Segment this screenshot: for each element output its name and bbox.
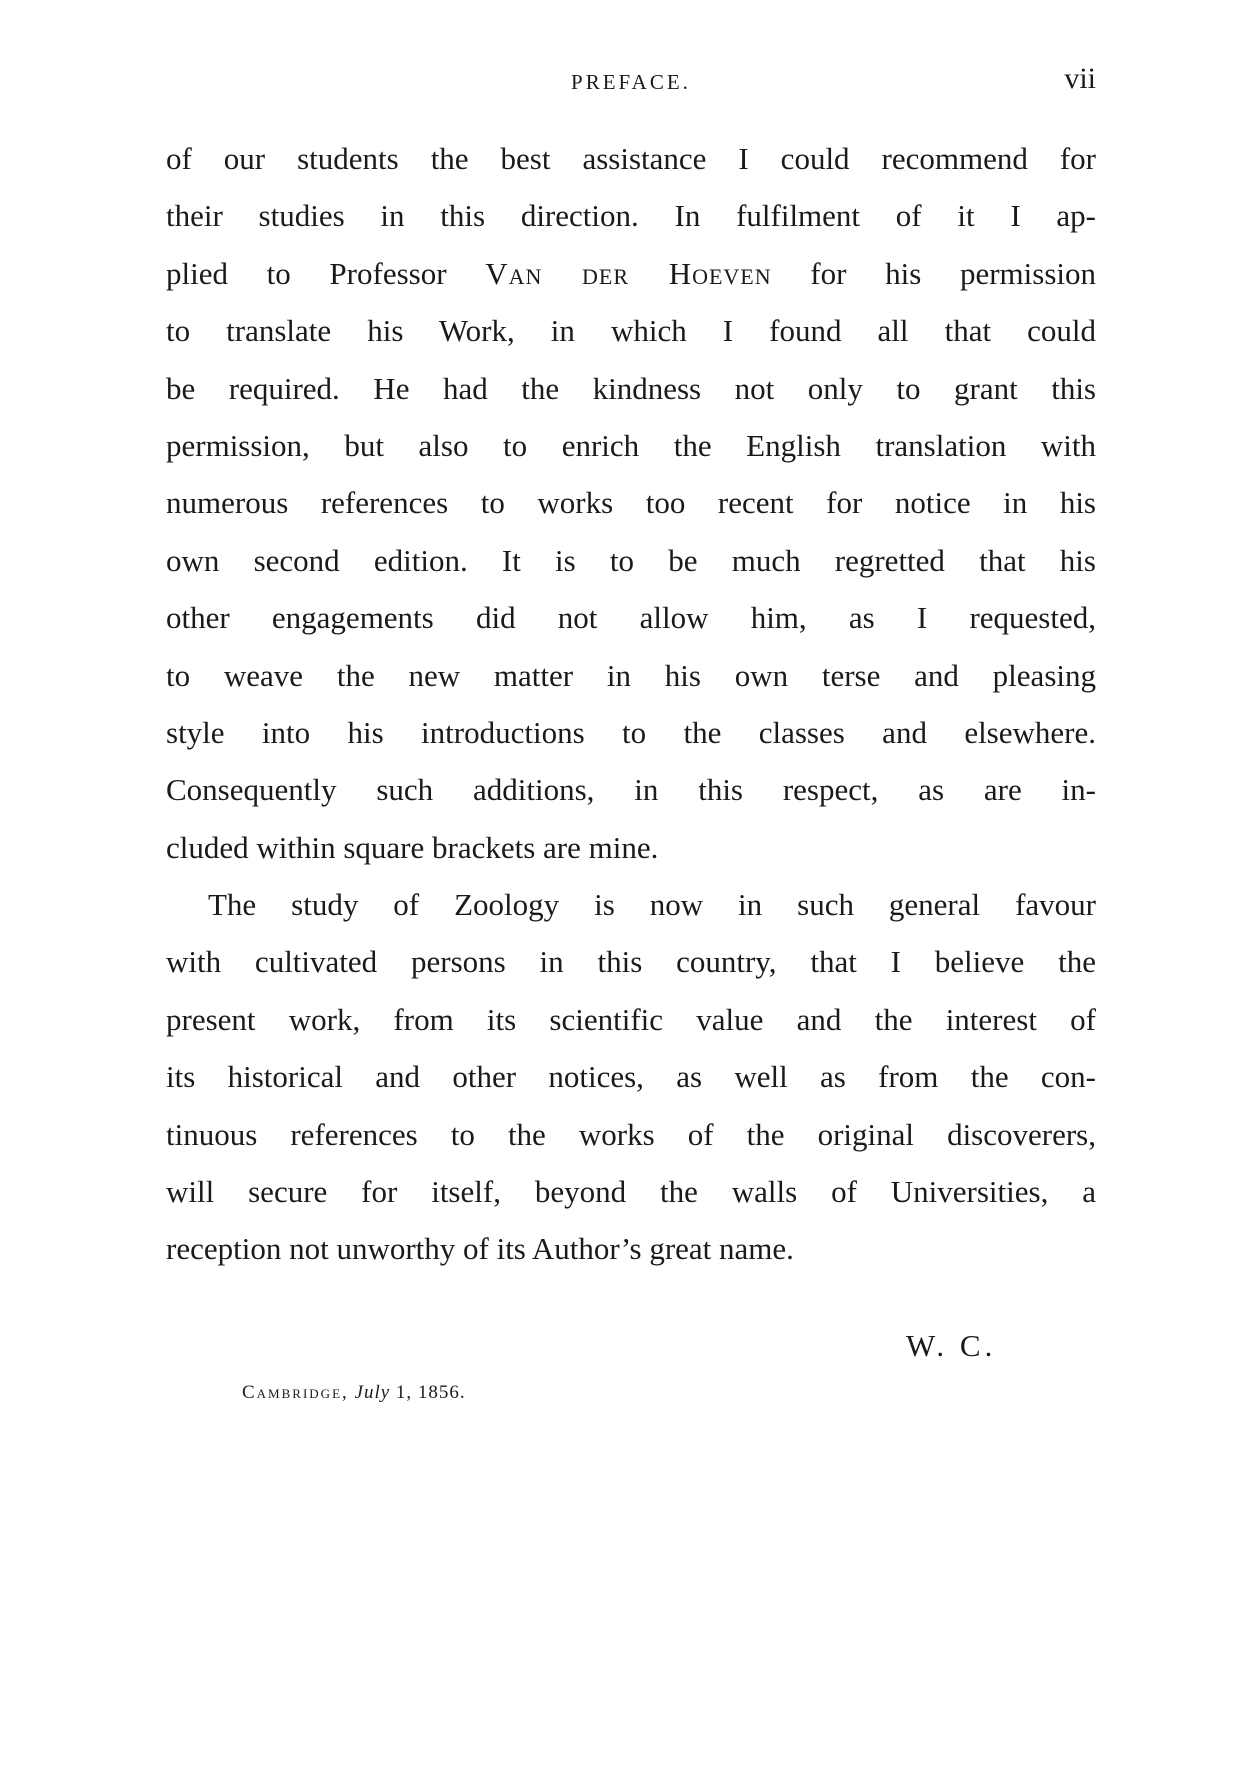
running-title: PREFACE. [571, 70, 691, 94]
text-segment: for his permission [771, 255, 1096, 291]
text-line: its historical and other notices, as well as from the con- [166, 1059, 1096, 1095]
text-line: with cultivated persons in this country, that I believe the [166, 944, 1096, 980]
text-line: numerous references to works too recent for notice in his [166, 485, 1096, 521]
text-line: their studies in this direction. In fulfilment of it I ap- [166, 198, 1096, 234]
page-number: vii [1064, 62, 1096, 95]
author-name: Van der Hoeven [485, 255, 772, 291]
text-line: Consequently such additions, in this respect, as are in- [166, 772, 1096, 808]
text-line: cluded within square brackets are mine. [166, 829, 659, 865]
text-segment: plied to Professor [166, 255, 486, 291]
running-head [166, 62, 1096, 102]
text-line: The study of Zoology is now in such general favour [208, 887, 1096, 923]
text-line: permission, but also to enrich the English translation with [166, 427, 1096, 463]
dateline-day-year: 1, 1856. [395, 1382, 466, 1403]
text-line: reception not unworthy of its Author’s great name. [166, 1231, 794, 1267]
text-line: present work, from its scientific value and the interest of [166, 1001, 1096, 1037]
text-line: to translate his Work, in which I found all that could [166, 313, 1096, 349]
text-line: own second edition. It is to be much regretted that his [166, 542, 1096, 578]
dateline [242, 1382, 466, 1404]
preface-body [166, 130, 1096, 1278]
signature: W. C. [906, 1328, 997, 1363]
text-line: be required. He had the kindness not only to grant this [166, 370, 1096, 406]
text-line: tinuous references to the works of the original discoverers, [166, 1116, 1096, 1152]
text-line: of our students the best assistance I could recommend for [166, 141, 1096, 176]
text-line: style into his introductions to the classes and elsewhere. [166, 714, 1096, 750]
text-line: other engagements did not allow him, as I requested, [166, 600, 1096, 636]
dateline-month: July [354, 1382, 391, 1403]
text-line: to weave the new matter in his own terse and pleasing [166, 657, 1096, 693]
text-line [166, 245, 1096, 302]
text-line: will secure for itself, beyond the walls of Universities, a [166, 1174, 1096, 1210]
dateline-place: Cambridge, [242, 1382, 349, 1403]
